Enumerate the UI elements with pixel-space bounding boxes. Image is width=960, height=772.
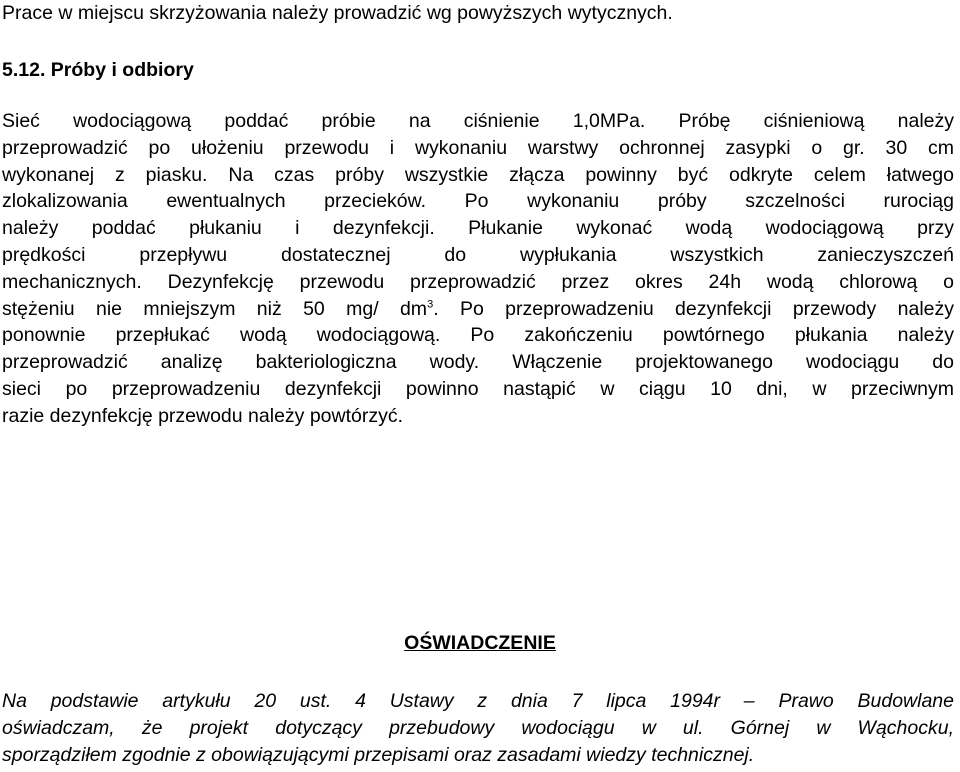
line-text-after-superscript: . Po przeprowadzeniu dezynfekcji przewody należy <box>433 297 954 320</box>
statement-line: oświadczam, że projekt dotyczący przebudowy wodociągu w ul. Górnej w Wąchocku, <box>2 717 954 739</box>
paragraph-line: ponownie przepłukać wodą wodociągową. Po zakończeniu powtórnego płukania należy <box>2 324 954 347</box>
statement-line: Na podstawie artykułu 20 ust. 4 Ustawy z dnia 7 lipca 1994r – Prawo Budowlane <box>2 690 954 712</box>
paragraph-line: Sieć wodociągową poddać próbie na ciśnienie 1,0MPa. Próbę ciśnieniową należy <box>2 110 954 132</box>
section-paragraph <box>2 108 954 430</box>
section-heading: 5.12. Próby i odbiory <box>2 59 194 81</box>
superscript-exponent: 3 <box>427 298 434 311</box>
intro-line: Prace w miejscu skrzyżowania należy prowadzić wg powyższych wytycznych. <box>2 2 673 24</box>
statement-title: OŚWIADCZENIE <box>404 632 556 654</box>
paragraph-line: prędkości przepływu dostatecznej do wypłukania wszystkich zanieczyszczeń <box>2 243 954 266</box>
paragraph-line: mechanicznych. Dezynfekcję przewodu przeprowadzić przez okres 24h wodą chlorową o <box>2 270 954 293</box>
line-text-before-superscript: stężeniu nie mniejszym niż 50 mg/ dm <box>2 297 428 320</box>
paragraph-line: wykonanej z piasku. Na czas próby wszystkie złącza powinny być odkryte celem łatwego <box>2 163 954 186</box>
paragraph-line: należy poddać płukaniu i dezynfekcji. Płukanie wykonać wodą wodociągową przy <box>2 217 954 240</box>
paragraph-line: zlokalizowania ewentualnych przecieków. Po wykonaniu próby szczelności rurociąg <box>2 190 954 213</box>
paragraph-line: razie dezynfekcję przewodu należy powtórzyć. <box>2 404 404 427</box>
paragraph-line: przeprowadzić analizę bakteriologiczna wody. Włączenie projektowanego wodociągu do <box>2 351 954 374</box>
statement-line: sporządziłem zgodnie z obowiązującymi przepisami oraz zasadami wiedzy technicznej. <box>2 744 755 766</box>
paragraph-line: przeprowadzić po ułożeniu przewodu i wykonaniu warstwy ochronnej zasypki o gr. 30 cm <box>2 136 954 159</box>
statement-paragraph <box>2 688 954 769</box>
paragraph-line: sieci po przeprowadzeniu dezynfekcji powinno nastąpić w ciągu 10 dni, w przeciwnym <box>2 377 954 400</box>
paragraph-line-with-superscript <box>2 296 954 323</box>
